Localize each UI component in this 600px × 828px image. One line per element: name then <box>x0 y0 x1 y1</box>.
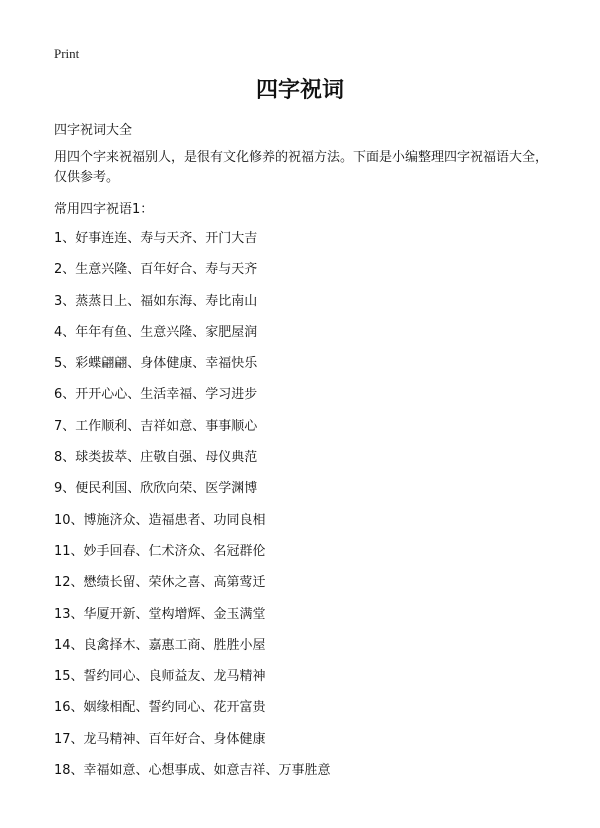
phrase-item: 6、开开心心、生活幸福、学习进步 <box>54 387 258 403</box>
phrase-item: 17、龙马精神、百年好合、身体健康 <box>54 731 266 747</box>
print-link[interactable]: Print <box>54 46 80 61</box>
phrase-item: 12、懋绩长留、荣休之喜、高第莺迁 <box>54 575 266 591</box>
phrase-item: 1、好事连连、寿与天齐、开门大吉 <box>54 231 258 246</box>
phrase-item: 8、球类拔萃、庄敬自强、母仪典范 <box>54 450 258 466</box>
phrase-item: 15、誓约同心、良师益友、龙马精神 <box>54 669 266 685</box>
phrase-item: 14、良禽择木、嘉惠工商、胜胜小屋 <box>54 637 266 653</box>
phrase-item: 18、幸福如意、心想事成、如意吉祥、万事胜意 <box>54 763 331 779</box>
phrase-item: 10、博施济众、造福患者、功同良相 <box>54 512 266 528</box>
phrase-item: 13、华厦开新、堂构增辉、金玉满堂 <box>54 606 266 622</box>
page-title: 四字祝词 <box>255 78 344 103</box>
phrase-item: 16、姻缘相配、誓约同心、花开富贵 <box>54 700 266 716</box>
document-subtitle: 四字祝词大全 <box>54 123 133 138</box>
phrase-item: 7、工作顺利、吉祥如意、事事顺心 <box>54 418 258 434</box>
intro-paragraph: 用四个字来祝福别人，是很有文化修养的祝福方法。下面是小编整理四字祝福语大全，仅供参考。 <box>54 150 549 185</box>
phrase-item: 5、彩蝶翩翩、身体健康、幸福快乐 <box>54 356 258 372</box>
phrase-list <box>54 229 331 792</box>
section-heading: 常用四字祝语1： <box>54 202 154 217</box>
phrase-item: 11、妙手回春、仁术济众、名冠群伦 <box>54 543 266 559</box>
phrase-item: 4、年年有鱼、生意兴隆、家肥屋润 <box>54 324 258 340</box>
phrase-item: 2、生意兴隆、百年好合、寿与天齐 <box>54 262 258 278</box>
phrase-item: 9、便民利国、欣欣向荣、医学渊博 <box>54 481 258 497</box>
phrase-item: 3、蒸蒸日上、福如东海、寿比南山 <box>54 293 258 309</box>
